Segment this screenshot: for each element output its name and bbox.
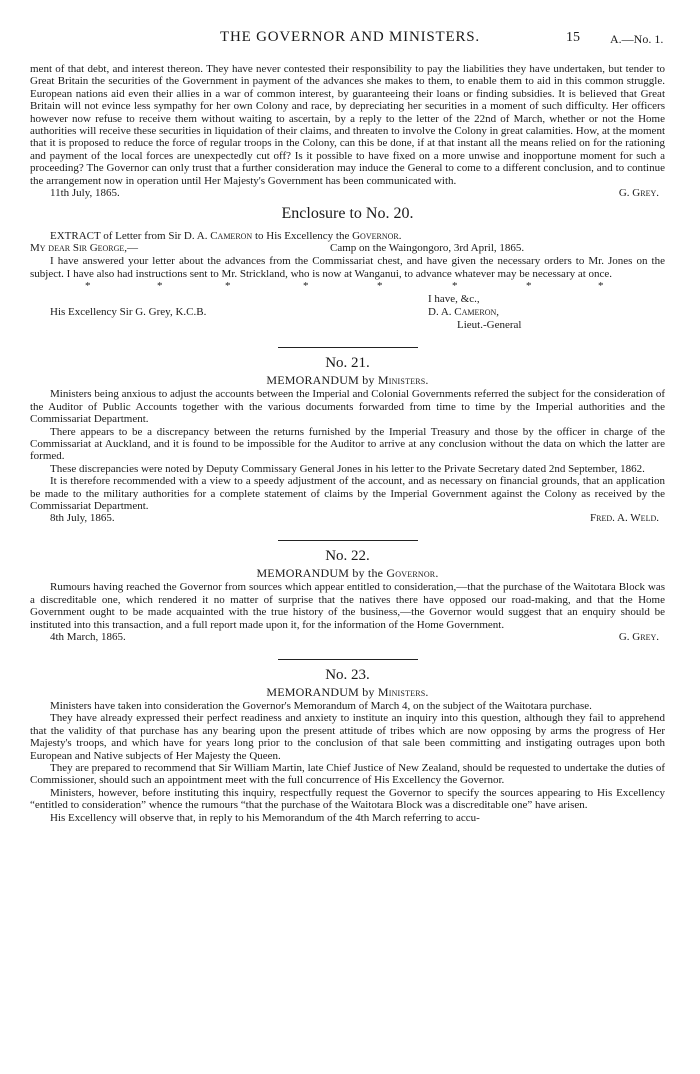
intro-signoff xyxy=(30,187,665,200)
section-no23 xyxy=(30,666,665,824)
enclosure-body: I have answered your letter about the advances from the Commissariat chest, and have given the necessary orders to Mr. Jones on the subject. I have also had instructions sent to Mr. Strickland, who is now at Wanganui, to advance whatever may be necessary at once. xyxy=(30,255,665,280)
paragraph: Ministers have taken into consideration the Governor's Memorandum of March 4, on the subject of the Waitotara purchase. xyxy=(50,699,592,712)
signatory-rank: Lieut.-General xyxy=(457,319,522,332)
signoff xyxy=(30,631,665,644)
omission-stars xyxy=(30,280,665,293)
star: * xyxy=(598,280,604,293)
signoff xyxy=(30,512,665,525)
closing: I have, &c., xyxy=(428,293,480,306)
extract-recipient: Governor. xyxy=(352,230,402,243)
intro-date: 11th July, 1865. xyxy=(50,187,120,200)
section-number: No. 21. xyxy=(325,355,370,372)
document-body xyxy=(30,63,665,824)
section-no21 xyxy=(30,357,665,525)
page-number: 15 xyxy=(566,30,580,45)
signature: G. Grey. xyxy=(618,630,659,643)
closing-row xyxy=(30,293,665,306)
paragraph: It is therefore recommended with a view to a speedy adjustment of the account, and as necessary on financial grounds, that an application be made to the military authorities for a complete statement of claims by the Imperial Government against the Colony as received by the Commissariat Department. xyxy=(30,475,665,512)
star: * xyxy=(303,280,309,293)
extract-line xyxy=(30,230,665,242)
section-no22 xyxy=(30,550,665,644)
star: * xyxy=(526,280,532,293)
section-divider xyxy=(278,347,418,348)
paragraph: Rumours having reached the Governor from sources which appear entitled to consideration,—that the purchase of the Waitotara Block was a discreditable one, which rendered it no matter of surprise that the natives there have opposed our road-making, and that the Home Government ought to be made acquainted with the true history of the business,—the Governor would suggest that an enquiry should be instituted into this transaction, and a full report made upon it, for the information of the Home Government. xyxy=(30,581,665,631)
paragraph: They have already expressed their perfect readiness and anxiety to institute an inquiry into this question, although they fail to apprehend that the validity of that purchase has any bearing upon the present attitude of tribes which are now opposing by arms the progress of Her Majesty's troops, and which have for years long prior to the conclusion of that sale been committing and instigating outrages upon both European and Native subjects of Her Majesty the Queen. xyxy=(30,712,665,762)
memo-heading: MEMORANDUM by the Governor. xyxy=(256,566,439,581)
salutation-row xyxy=(30,242,665,255)
enclosure-heading: Enclosure to No. 20. xyxy=(281,205,414,223)
enclosure-no20 xyxy=(30,205,665,332)
star: * xyxy=(225,280,231,293)
extract-mid: to His Excellency the xyxy=(254,230,350,243)
page-header xyxy=(0,31,700,47)
star: * xyxy=(85,280,91,293)
extract-prefix: EXTRACT of Letter from Sir D. A. xyxy=(50,230,208,243)
star: * xyxy=(377,280,383,293)
section-number: No. 22. xyxy=(325,548,370,565)
paragraph: They are prepared to recommend that Sir William Martin, late Chief Justice of New Zealand, should be requested to undertake the duties of Commissioner, should such an appointment meet with the full concurrence of His Excellency the Governor. xyxy=(30,762,665,787)
section-divider xyxy=(278,659,418,660)
paragraph: His Excellency will observe that, in reply to his Memorandum of the 4th March referring to accu- xyxy=(50,811,480,824)
memo-heading: MEMORANDUM by Ministers. xyxy=(266,684,429,699)
section-divider xyxy=(278,540,418,541)
addressee: His Excellency Sir G. Grey, K.C.B. xyxy=(50,306,207,319)
no20-continuation xyxy=(30,63,665,200)
paragraph: These discrepancies were noted by Deputy Commissary General Jones in his letter to the Private Secretary dated 2nd September, 1862. xyxy=(50,462,645,475)
star: * xyxy=(452,280,458,293)
extract-name: Cameron xyxy=(210,230,253,243)
date: 4th March, 1865. xyxy=(50,630,126,643)
paragraph: Ministers, however, before instituting this inquiry, respectfully request the Governor to specify the sources appearing to His Excellency “entitled to consideration” whence the rumours “that the purchase of the Waitotara Block was a discreditable one” have arisen. xyxy=(30,786,665,812)
salutation: My dear Sir George,— xyxy=(30,242,139,255)
intro-signature: G. Grey. xyxy=(618,187,659,200)
date: 8th July, 1865. xyxy=(50,512,115,525)
paragraph: There appears to be a discrepancy between the returns furnished by the Imperial Treasury and those by the officer in charge of the Commissariat at Auckland, and it is found to be impossible for the Auditor to arrive at any conclusion without the data on which the latter are formed. xyxy=(30,425,665,463)
star: * xyxy=(157,280,163,293)
document-reference: A.—No. 1. xyxy=(610,32,664,46)
letter-location: Camp on the Waingongoro, 3rd April, 1865. xyxy=(330,242,525,255)
signature: Fred. A. Weld. xyxy=(590,512,659,525)
paragraph: Ministers being anxious to adjust the accounts between the Imperial and Colonial Governments referred the subject for the consideration of the Auditor of Public Accounts together with the various documents forwarded from time to time by the Imperial authorities and the Commissariat Department. xyxy=(30,388,665,426)
rank-row xyxy=(30,319,665,332)
intro-paragraph: ment of that debt, and interest thereon. They have never contested their responsibility to pay the liabilities they have undertaken, but tender to Great Britain the securities of the Government in payment of the advances she makes to them, to enable them to aid in this common struggle. European nations aid even their allies in a war of common interest, by guaranteeing their loans or finding subsidies. It is believed that Great Britain will not evince less sympathy for her own Colony and race, by depreciating her securities in a moment of such difficulty. Her officers however now refuse to receive them without waiting to ascertain, by a reply to the letter of the 22nd of March, whether or not the Home authorities will receive these securities in liquidation of their claims, and threaten to involve the Colony in great calamities. How, at the moment that it is proposed to reduce the force of regular troops in the Colony, can this be done, if at that instant all the means relied on for the rationing and payment of the local forces are unexpectedly cut off? Is it possible to have fixed on a more unwise and inopportune moment for such a proceeding? The Governor can only trust that a further consideration may induce the General to come to a different conclusion, and to continue the arrangement now in operation until Her Majesty's Government has been communicated with. xyxy=(30,63,665,187)
running-title: THE GOVERNOR AND MINISTERS. xyxy=(220,29,480,45)
signature-row xyxy=(30,306,665,319)
signatory: D. A. Cameron, xyxy=(428,306,500,319)
section-number: No. 23. xyxy=(325,666,370,683)
memo-heading: MEMORANDUM by Ministers. xyxy=(266,373,429,388)
